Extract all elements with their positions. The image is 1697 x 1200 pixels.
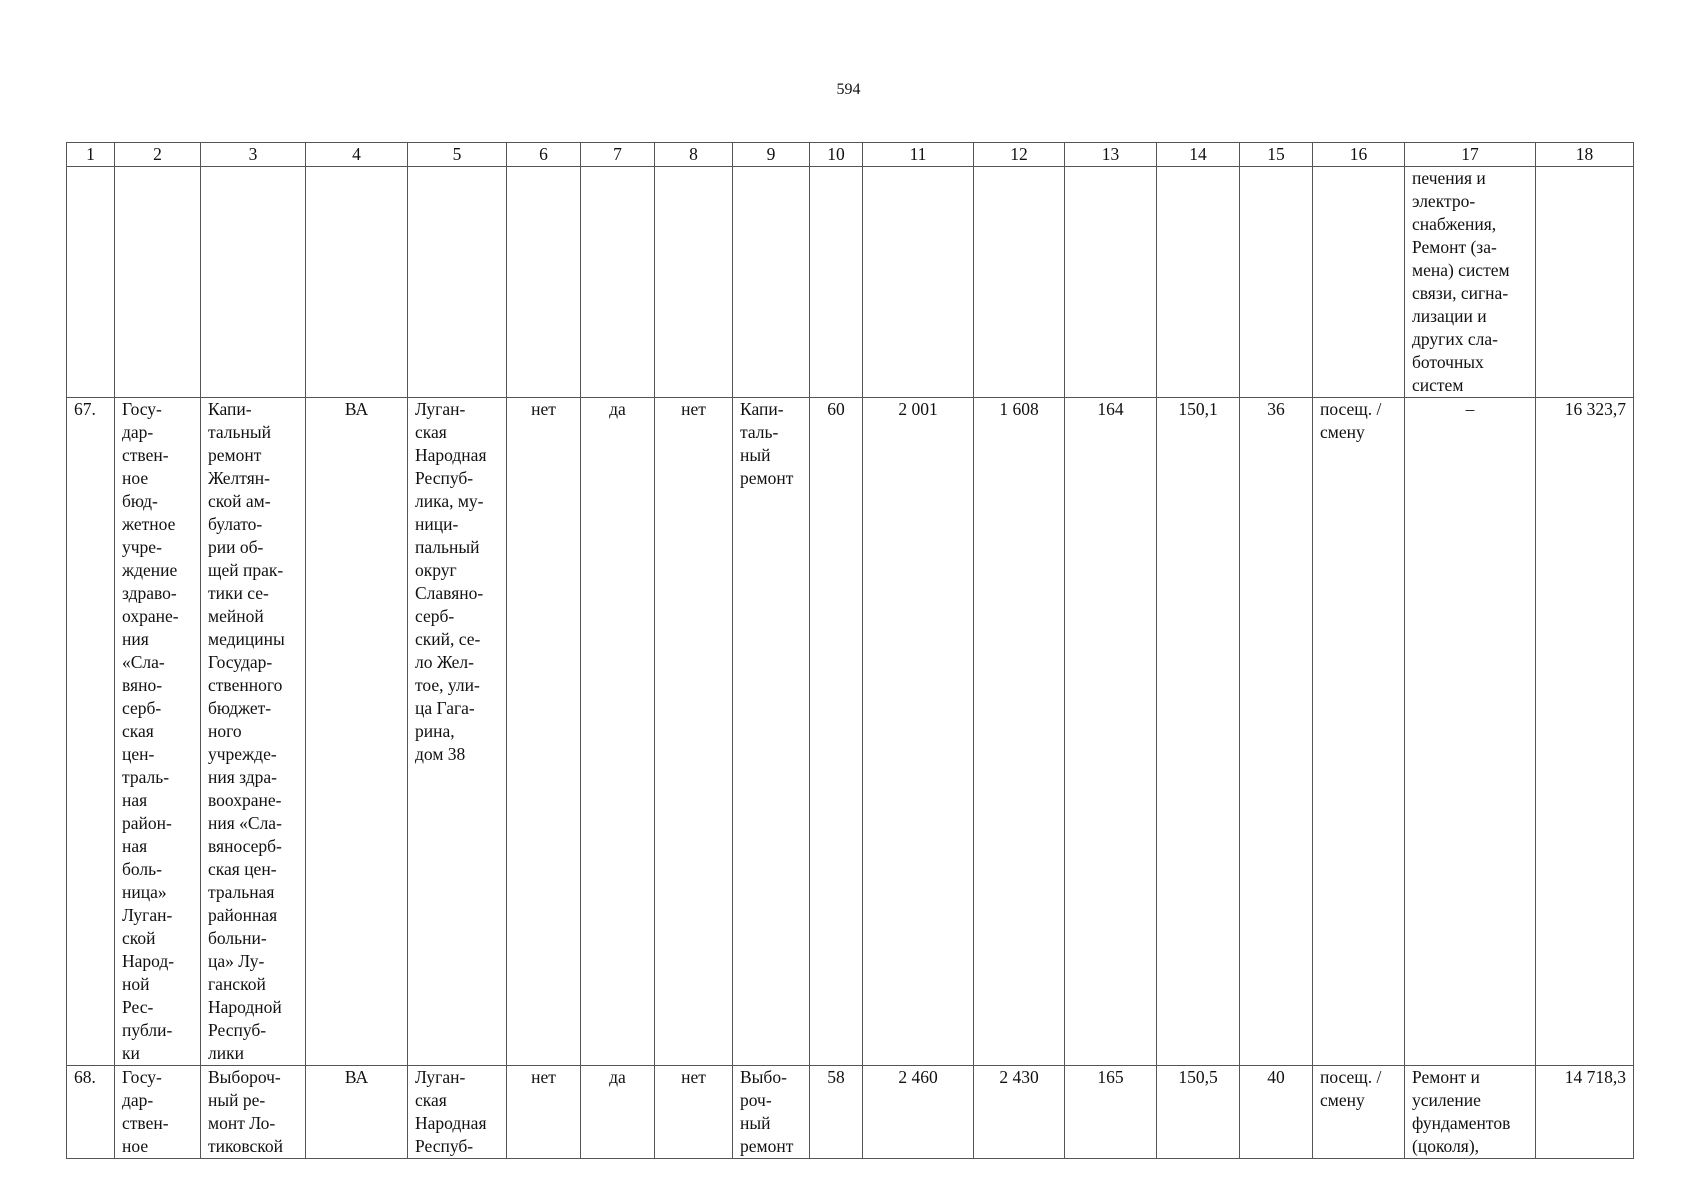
work-type-cell: Капи- таль- ный ремонт [733, 398, 810, 1066]
table-cell: нет [655, 398, 733, 1066]
data-table [66, 142, 1634, 1159]
table-cell: 36 [1240, 398, 1313, 1066]
table-cell: 2 001 [863, 398, 974, 1066]
column-header: 5 [408, 143, 507, 167]
table-cell [115, 167, 201, 398]
table-cell: 150,5 [1157, 1066, 1240, 1159]
column-header: 17 [1405, 143, 1536, 167]
table-cell [974, 167, 1065, 398]
header-row [67, 143, 1634, 167]
table-cell: нет [655, 1066, 733, 1159]
page-number: 594 [836, 81, 861, 98]
work-type-cell: Выбо- роч- ный ремонт [733, 1066, 810, 1159]
table-cell: 58 [810, 1066, 863, 1159]
column-header: 4 [306, 143, 408, 167]
column-header: 3 [201, 143, 306, 167]
column-header: 8 [655, 143, 733, 167]
table-cell [655, 167, 733, 398]
table-cell [733, 167, 810, 398]
table-cell: ВА [306, 398, 408, 1066]
table-cell [810, 167, 863, 398]
table-cell [1157, 167, 1240, 398]
column-header: 16 [1313, 143, 1405, 167]
table-cell: 40 [1240, 1066, 1313, 1159]
table-row [67, 398, 1634, 1066]
customer-cell: Госу- дар- ствен- ное бюд- жетное учре- ждение здраво- охране- ния «Сла- вяно- серб- ская цен- траль- ная район- ная боль- ница» Луган- ской Народ- ной Рес- публи- ки [115, 398, 201, 1066]
column-header: 9 [733, 143, 810, 167]
work-description-cell: Ремонт и усиление фундаментов (цоколя), [1405, 1066, 1536, 1159]
work-description-cell: – [1405, 398, 1536, 1066]
table-cell [1536, 167, 1634, 398]
table-cell: 164 [1065, 398, 1157, 1066]
table-cell [1065, 167, 1157, 398]
column-header: 6 [507, 143, 581, 167]
table-cell: 60 [810, 398, 863, 1066]
table-cell: нет [507, 1066, 581, 1159]
table-cell: да [581, 398, 655, 1066]
table-cell: 150,1 [1157, 398, 1240, 1066]
column-header: 7 [581, 143, 655, 167]
column-header: 15 [1240, 143, 1313, 167]
address-cell: Луган- ская Народная Респуб- [408, 1066, 507, 1159]
table-cell [1313, 167, 1405, 398]
column-header: 12 [974, 143, 1065, 167]
column-header: 13 [1065, 143, 1157, 167]
table-cell [408, 167, 507, 398]
row-number-cell: 67. [67, 398, 115, 1066]
unit-cell: посещ. / смену [1313, 1066, 1405, 1159]
table-cell: 2 460 [863, 1066, 974, 1159]
column-header: 1 [67, 143, 115, 167]
table-cell: ВА [306, 1066, 408, 1159]
unit-cell: посещ. / смену [1313, 398, 1405, 1066]
table-cell [67, 167, 115, 398]
table-cell [201, 167, 306, 398]
object-name-cell: Выбороч- ный ре- монт Ло- тиковской [201, 1066, 306, 1159]
address-cell: Луган- ская Народная Респуб- лика, му- ници- пальный округ Славяно- серб- ский, се- ло Жел- тое, ули- ца Гага- рина, дом 38 [408, 398, 507, 1066]
table-cell: 2 430 [974, 1066, 1065, 1159]
table-row-continuation [67, 167, 1634, 398]
table-cell: нет [507, 398, 581, 1066]
customer-cell: Госу- дар- ствен- ное [115, 1066, 201, 1159]
table-cell: 1 608 [974, 398, 1065, 1066]
table-cell [1240, 167, 1313, 398]
table-cell [581, 167, 655, 398]
column-header: 2 [115, 143, 201, 167]
table-cell [863, 167, 974, 398]
table-cell [306, 167, 408, 398]
amount-cell: 16 323,7 [1536, 398, 1634, 1066]
column-header: 14 [1157, 143, 1240, 167]
amount-cell: 14 718,3 [1536, 1066, 1634, 1159]
column-header: 11 [863, 143, 974, 167]
table-cell [507, 167, 581, 398]
table-row [67, 1066, 1634, 1159]
column-header: 10 [810, 143, 863, 167]
table-cell: 165 [1065, 1066, 1157, 1159]
column-header: 18 [1536, 143, 1634, 167]
object-name-cell: Капи- тальный ремонт Желтян- ской ам- булато- рии об- щей прак- тики се- мейной медицины Государ- ственного бюджет- ного учрежде- ния здра- воохране- ния «Сла- вяносерб- ская цен- тральная районная больни- ца» Лу- ганской Народной Респуб- лики [201, 398, 306, 1066]
row-number-cell: 68. [67, 1066, 115, 1159]
work-description-cell: печения и электро- снабжения, Ремонт (за- мена) систем связи, сигна- лизации и других сла- боточных систем [1405, 167, 1536, 398]
table-cell: да [581, 1066, 655, 1159]
